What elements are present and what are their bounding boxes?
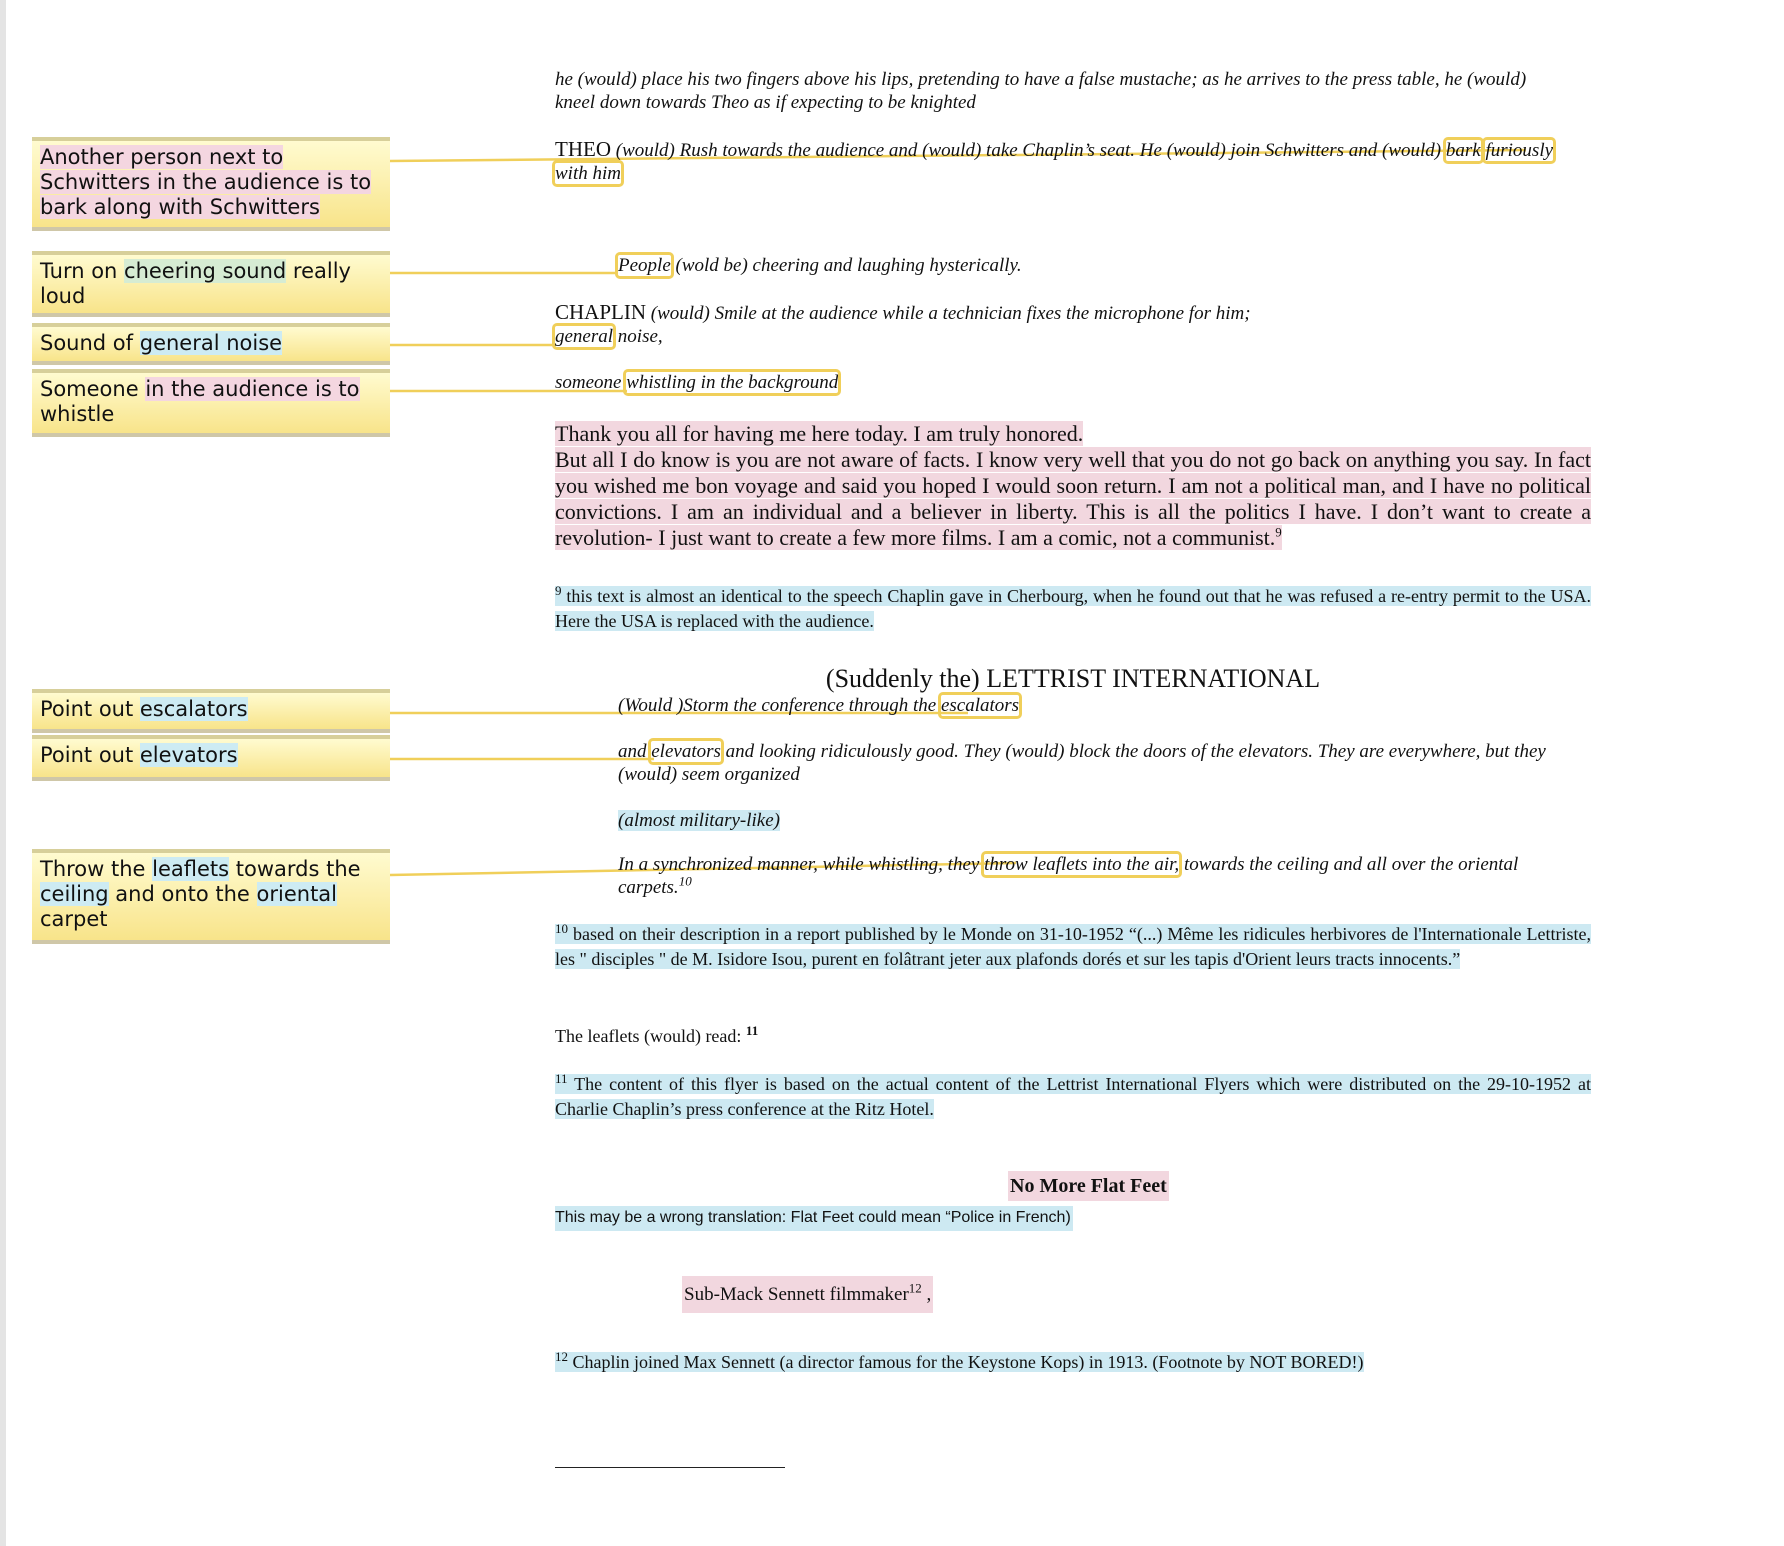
flat-feet-title: No More Flat Feet [1008, 1168, 1169, 1204]
sync-text: In a synchronized manner, while whistling, they [618, 854, 985, 875]
mark-escalators[interactable]: escalators [940, 695, 1020, 716]
comment-text-segment: elevators [139, 743, 238, 767]
footnote-12: $^{12}$ Chaplin joined Max Sennett (a director famous for the Keystone Kops) in 1913. (Footnote by NOT BORED!) [555, 1349, 1364, 1372]
comment-text-segment: escalators [139, 697, 248, 721]
comment-text-segment: oriental [256, 882, 338, 906]
character-theo: THEO [555, 137, 611, 161]
leaflets-read: The leaflets (would) read: $^{11}$ [555, 1023, 759, 1046]
comment-bark-along[interactable] [32, 137, 390, 231]
theo-direction [555, 138, 1565, 185]
speech-line-1: Thank you all for having me here today. I am truly honored. [555, 421, 1084, 446]
mark-furiously[interactable]: furiously with him [555, 140, 1554, 184]
leaflets-direction: In a synchronized manner, while whistling, they throw leaflets into the air, towards the ceiling and all over the oriental carpets.$^{10}$ [618, 854, 1519, 898]
comment-text-segment: carpet [40, 907, 108, 931]
theo-end: . [620, 163, 626, 184]
footnote-separator-rule [555, 1467, 785, 1468]
footnote-11: $^{11}$ The content of this flyer is based on the actual content of the Lettrist International Flyers which were distributed on the 29-10-1952 at Charlie Chaplin’s press conference at the Ritz Hotel. [555, 1071, 1591, 1119]
comment-leaflets[interactable] [32, 849, 390, 944]
someone-text: someone [555, 372, 627, 393]
mark-throw-leaflets[interactable]: throw leaflets into the air, [984, 854, 1180, 875]
mark-bark[interactable]: bark [1445, 140, 1481, 161]
comment-text-segment: cheering sound [124, 259, 287, 283]
sub-mack-line: Sub-Mack Sennett filmmaker$^{12}$ , [682, 1276, 933, 1314]
military-note: (almost military-like) [618, 810, 780, 831]
mark-general[interactable]: general [555, 326, 614, 347]
elevators-direction [618, 740, 1590, 786]
speech-body: But all I do know is you are not aware of facts. I know very well that you do not go back on anything you say. In fact you wished me bon voyage and said you hoped I would soon return. I am not a political man, and I have no political convictions. I am an individual and a believer in liberty. This is all the politics I have. I don’t want to create a revolution- I just want to create a few more films. I am a comic, not a communist.$^9$ [555, 447, 1591, 550]
comment-elevators[interactable] [32, 735, 390, 781]
comment-text-segment: Another person next to [40, 145, 284, 169]
footnote-9: $^9$ this text is almost an identical to the speech Chaplin gave in Cherbourg, when he found out that he was refused a re-entry permit to the USA. Here the USA is replaced with the audience. [555, 583, 1591, 631]
sync-rest: towards the ceiling and all over the oriental carpets. [618, 854, 1519, 898]
people-cheering [618, 254, 1418, 277]
character-chaplin: CHAPLIN [555, 300, 647, 324]
page-margin-strip [0, 0, 6, 1546]
comment-escalators[interactable] [32, 689, 390, 733]
chaplin-text: (would) Smile at the audience while a technician fixes the microphone for him; [646, 303, 1251, 324]
storm-text: (Would )Storm the conference through the [618, 695, 941, 716]
comment-text-segment: general noise [139, 331, 283, 355]
comment-text-segment: in the audience is to [145, 377, 360, 401]
and-text: and [618, 741, 652, 762]
comment-text-segment: Point out [40, 743, 140, 767]
comment-whistle[interactable] [32, 369, 390, 437]
elevators-rest: and looking ridiculously good. They (would) block the doors of the elevators. They are everywhere, but they (would) seem organized [618, 741, 1546, 785]
comment-text-segment: Turn on [40, 259, 125, 283]
someone-whistling [555, 371, 1355, 394]
comment-text-segment: ceiling [40, 882, 109, 906]
chaplin-direction [555, 301, 1555, 348]
comment-text-segment: and onto the [108, 882, 257, 906]
comment-text-segment: Throw the [40, 857, 153, 881]
mark-elevators[interactable]: elevators [651, 741, 721, 762]
comment-text-segment: Sound of [40, 331, 140, 355]
comment-text-segment: towards the [229, 857, 361, 881]
comment-text-segment: bark along with Schwitters [40, 195, 320, 219]
mark-people[interactable]: People [618, 255, 671, 276]
comment-general-noise[interactable] [32, 323, 390, 365]
comment-text-segment: leaflets [152, 857, 230, 881]
general-text: noise, [613, 326, 663, 347]
footnote-10: $^{10}$ based on their description in a report published by le Monde on 31-10-1952 “(...) Même les ridicules herbivores de l'Internationale Lettriste, les " disciples " de M. Isidore Isou, purent en folâtrant jeter aux plafonds dorés et sur les tapis d'Orient leurs tracts innocents.” [555, 921, 1591, 969]
storm-direction [618, 694, 1518, 717]
translation-note: This may be a wrong translation: Flat Feet could mean “Police in French) [555, 1206, 1073, 1230]
heading-lettrist: (Suddenly the) LETTRIST INTERNATIONAL [825, 664, 1321, 693]
comment-text-segment: Someone [40, 377, 146, 401]
comment-text-segment: really loud [40, 259, 351, 308]
stage-direction-mustache: he (would) place his two fingers above his lips, pretending to have a false mustache; as he arrives to the press table, he (would) kneel down towards Theo as if expecting to be knighted [555, 69, 1527, 113]
chaplin-speech [555, 421, 1591, 551]
theo-text: (would) Rush towards the audience and (would) take Chaplin’s seat. He (would) join Schwitters and (would) [611, 140, 1446, 161]
mark-whistling[interactable]: whistling in the background [626, 372, 839, 393]
comment-text-segment: Point out [40, 697, 140, 721]
comment-text-segment: Schwitters in the audience is to [40, 170, 372, 194]
comment-text-segment: whistle [40, 402, 115, 426]
comment-cheering-sound[interactable] [32, 251, 390, 317]
people-text: (wold be) cheering and laughing hysterically. [670, 255, 1022, 276]
